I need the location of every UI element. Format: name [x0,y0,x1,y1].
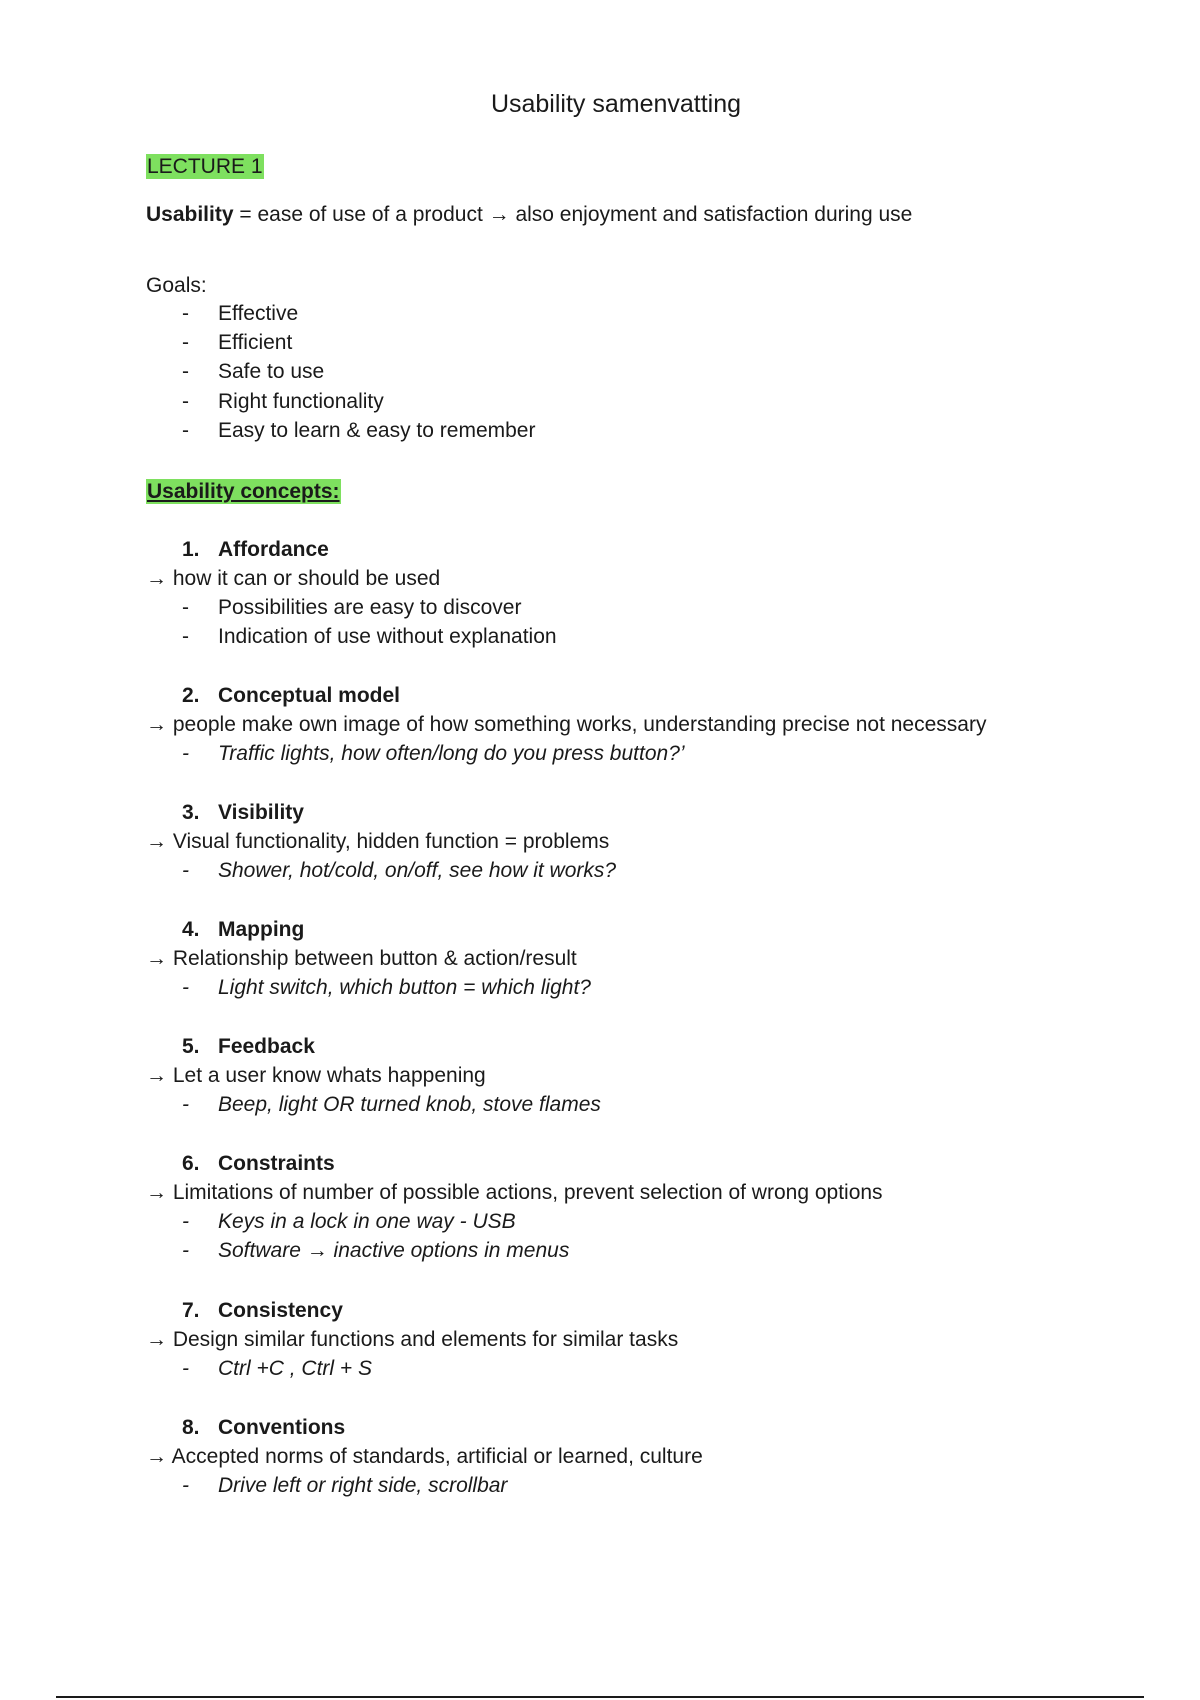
goal-item: - Effective [182,299,298,328]
concept-description: → Visual functionality, hidden function = problems [146,830,610,853]
definition-text: = ease of use of a product → also enjoyment and satisfaction during use [233,203,913,226]
concept-example: - Beep, light OR turned knob, stove flames [182,1093,601,1116]
concept-description: → how it can or should be used [146,567,441,590]
concept-description: → Let a user know whats happening [146,1064,486,1087]
concept-heading: 7. Consistency [182,1299,343,1322]
concept-heading: 3. Visibility [182,801,304,824]
concept-heading: 5. Feedback [182,1035,315,1058]
page-title: Usability samenvatting [490,90,742,118]
concept-example: - Shower, hot/cold, on/off, see how it works? [182,859,617,882]
bullet-dash: - [182,390,189,413]
concept-example: - Traffic lights, how often/long do you press button?’ [182,742,685,765]
goals-heading: Goals: [146,274,207,297]
lecture-highlight: LECTURE 1 [147,155,263,178]
concept-example: - Software → inactive options in menus [182,1239,570,1262]
bullet-dash: - [182,360,189,383]
bullet-dash: - [182,331,189,354]
concept-description: → Design similar functions and elements for similar tasks [146,1328,679,1351]
concept-example: - Drive left or right side, scrollbar [182,1474,508,1497]
goal-item: - Efficient [182,328,292,357]
bullet-dash: - [182,419,189,442]
concept-example: - Light switch, which button = which light? [182,976,591,999]
concept-description: → Accepted norms of standards, artificial or learned, culture [146,1445,703,1468]
page-bottom-rule [56,1696,1144,1698]
concept-description: → people make own image of how something works, understanding precise not necessary [146,713,987,736]
concept-heading: 6. Constraints [182,1152,335,1175]
definition-term: Usability [146,203,234,226]
concept-description: → Limitations of number of possible actions, prevent selection of wrong options [146,1181,883,1204]
usability-definition [146,200,912,229]
concept-heading: 1. Affordance [182,538,329,561]
concepts-heading: Usability concepts: [147,480,340,503]
bullet-dash: - [182,302,189,325]
concept-heading: 2. Conceptual model [182,684,401,707]
concept-heading: 8. Conventions [182,1416,346,1439]
lecture-label [146,155,264,179]
concept-description: → Relationship between button & action/result [146,947,577,970]
goal-item: - Safe to use [182,357,324,386]
concept-example: - Ctrl +C , Ctrl + S [182,1357,373,1380]
concept-heading: 4. Mapping [182,918,305,941]
goal-item: - Easy to learn & easy to remember [182,416,535,445]
concept-example: - Keys in a lock in one way - USB [182,1210,516,1233]
goal-item: - Right functionality [182,387,384,416]
concept-example: - Indication of use without explanation [182,625,557,648]
concept-example: - Possibilities are easy to discover [182,596,522,619]
